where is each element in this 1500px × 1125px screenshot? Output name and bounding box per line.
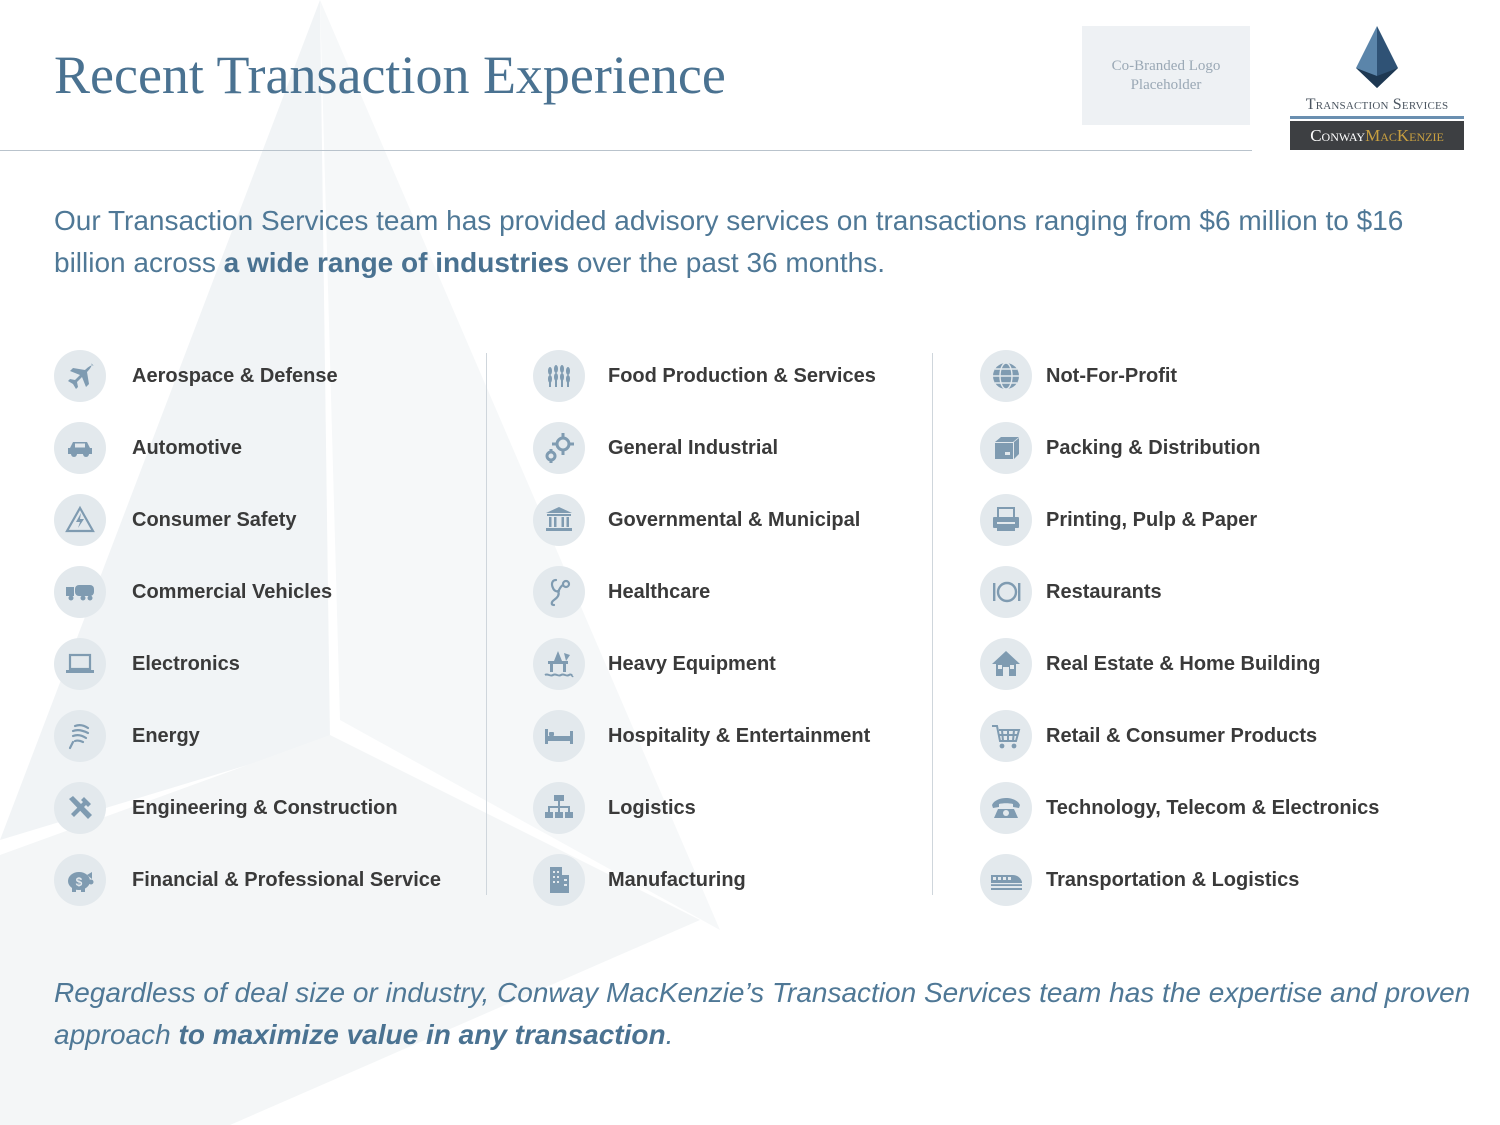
gears-icon [533, 422, 585, 474]
industry-label: Financial & Professional Service [132, 868, 442, 891]
brand-divider [1290, 116, 1464, 119]
industry-label: Packing & Distribution [1046, 436, 1261, 459]
plate-icon [980, 566, 1032, 618]
industry-item [980, 484, 1400, 556]
industry-label: Aerospace & Defense [132, 364, 338, 387]
warning-icon [54, 494, 106, 546]
factory-building-icon [533, 854, 585, 906]
box-icon [980, 422, 1032, 474]
industry-item [980, 772, 1400, 844]
logo-placeholder-line-2: Placeholder [1130, 76, 1202, 93]
industry-label: Energy [132, 724, 200, 747]
stethoscope-icon [533, 566, 585, 618]
industry-item [980, 700, 1400, 772]
industry-label: Commercial Vehicles [132, 580, 333, 603]
intro-text: Our Transaction Services team has provided advisory services on transactions ranging from $6 million to $16 billion across [54, 205, 1404, 278]
closing-text: Regardless of deal size or industry, Conway MacKenzie’s Transaction Services team has the expertise and proven approach [54, 977, 1471, 1050]
svg-text:$: $ [75, 875, 83, 889]
government-building-icon [533, 494, 585, 546]
logo-placeholder-line-1: Co-Branded Logo [1111, 57, 1221, 74]
telephone-icon [980, 782, 1032, 834]
airplane-icon [54, 350, 106, 402]
industry-item [54, 700, 474, 772]
org-chart-icon [533, 782, 585, 834]
industry-column-1 [54, 340, 474, 916]
industry-label: Healthcare [608, 580, 711, 603]
industry-label: Engineering & Construction [132, 796, 398, 819]
industry-item [54, 484, 474, 556]
industry-item [980, 628, 1400, 700]
industry-label: General Industrial [608, 436, 779, 459]
industry-item [980, 844, 1400, 916]
shopping-cart-icon [980, 710, 1032, 762]
industry-item [54, 556, 474, 628]
industry-column-3 [980, 340, 1400, 916]
bed-icon [533, 710, 585, 762]
industry-label: Food Production & Services [608, 364, 876, 387]
brand-diamond-icon [1356, 26, 1398, 88]
train-icon [980, 854, 1032, 906]
industry-item [533, 340, 953, 412]
brand-word-conway: Conway [1310, 125, 1366, 145]
printer-icon [980, 494, 1032, 546]
industry-item [533, 628, 953, 700]
intro-text-end: over the past 36 months. [569, 247, 886, 278]
closing-statement [54, 972, 1474, 1056]
industry-item [533, 484, 953, 556]
industry-item [54, 844, 474, 916]
industry-label: Not-For-Profit [1046, 364, 1178, 387]
industry-item [533, 772, 953, 844]
brand-name-box [1290, 121, 1464, 150]
co-branded-logo-placeholder [1082, 26, 1250, 125]
car-icon [54, 422, 106, 474]
intro-emphasis: a wide range of industries [223, 247, 570, 278]
industry-label: Printing, Pulp & Paper [1046, 508, 1258, 531]
closing-emphasis: to maximize value in any transaction [178, 1019, 666, 1050]
page-title: Recent Transaction Experience [54, 45, 726, 105]
truck-icon [54, 566, 106, 618]
industry-label: Hospitality & Entertainment [608, 724, 871, 747]
industry-item [533, 844, 953, 916]
header-divider [0, 150, 1252, 151]
intro-paragraph [54, 200, 1454, 284]
laptop-icon [54, 638, 106, 690]
industry-label: Retail & Consumer Products [1046, 724, 1318, 747]
industry-label: Automotive [132, 436, 242, 459]
energy-icon [54, 710, 106, 762]
industry-item [533, 700, 953, 772]
industry-label: Electronics [132, 652, 240, 675]
oil-rig-icon [533, 638, 585, 690]
industry-label: Manufacturing [608, 868, 746, 891]
industry-item [54, 772, 474, 844]
brand-logo [1288, 26, 1466, 152]
industry-item [54, 628, 474, 700]
industry-label: Transportation & Logistics [1046, 868, 1300, 891]
brand-word-mackenzie: MacKenzie [1365, 125, 1444, 145]
industry-item [533, 556, 953, 628]
brand-line-transaction-services: Transaction Services [1305, 96, 1449, 113]
industry-label: Governmental & Municipal [608, 508, 861, 531]
tools-icon [54, 782, 106, 834]
industry-label: Consumer Safety [132, 508, 297, 531]
industry-column-2 [533, 340, 953, 916]
industry-item [54, 412, 474, 484]
wheat-icon [533, 350, 585, 402]
industry-label: Technology, Telecom & Electronics [1046, 796, 1380, 819]
industry-item [54, 340, 474, 412]
industry-item [980, 412, 1400, 484]
industry-label: Logistics [608, 796, 696, 819]
globe-icon [980, 350, 1032, 402]
industry-label: Heavy Equipment [608, 652, 776, 675]
industry-item [980, 556, 1400, 628]
house-icon [980, 638, 1032, 690]
industry-label: Real Estate & Home Building [1046, 652, 1321, 675]
industry-item [980, 340, 1400, 412]
closing-text-end: . [665, 1019, 674, 1050]
piggy-bank-icon [54, 854, 106, 906]
industry-label: Restaurants [1046, 580, 1162, 603]
column-divider [486, 353, 487, 895]
industry-item [533, 412, 953, 484]
